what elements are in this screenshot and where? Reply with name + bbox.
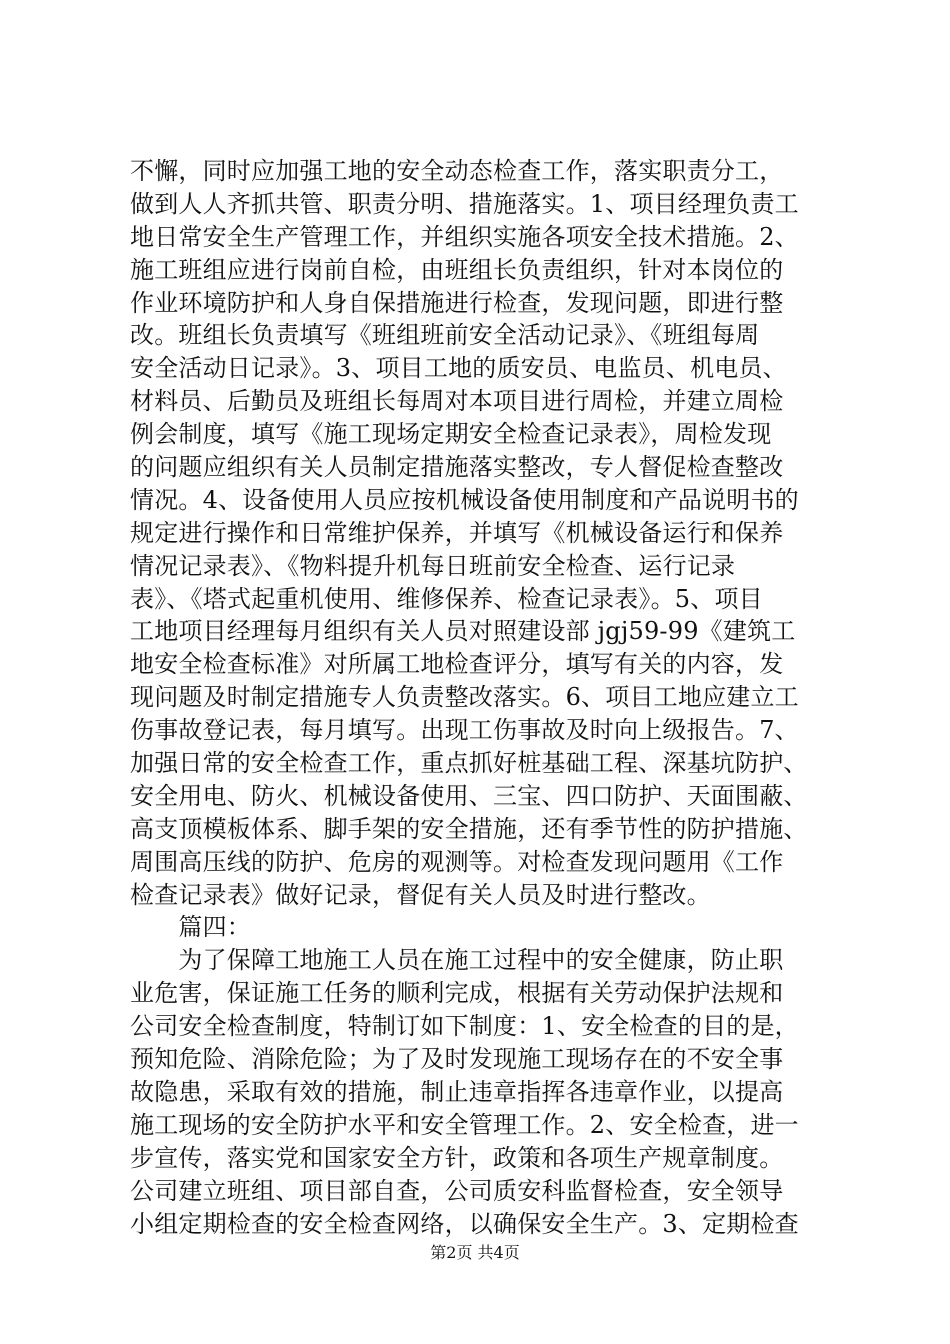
- text-line: 现问题及时制定措施专人负责整改落实。6、项目工地应建立工: [130, 683, 799, 712]
- text-line: 安全用电、防火、机械设备使用、三宝、四口防护、天面围蔽、: [130, 781, 808, 810]
- page-number-footer: 第2页 共4页: [430, 1243, 520, 1262]
- text-line: 施工班组应进行岗前自检，由班组长负责组织，针对本岗位的: [130, 255, 784, 284]
- text-line: 例会制度，填写《施工现场定期安全检查记录表》，周检发现: [130, 420, 772, 449]
- section-heading: 篇四：: [130, 913, 251, 942]
- text-line: 材料员、后勤员及班组长每周对本项目进行周检，并建立周检: [130, 387, 784, 416]
- text-line: 安全活动日记录》。3、项目工地的质安员、电监员、机电员、: [130, 354, 787, 383]
- text-line: 不懈，同时应加强工地的安全动态检查工作，落实职责分工，: [130, 157, 784, 185]
- text-line: 作业环境防护和人身自保措施进行检查，发现问题，即进行整: [130, 288, 784, 317]
- text-line: 做到人人齐抓共管、职责分明、措施落实。1、项目经理负责工: [130, 189, 799, 218]
- text-line: 施工现场的安全防护水平和安全管理工作。2、安全检查，进一: [130, 1110, 799, 1139]
- text-line: 的问题应组织有关人员制定措施落实整改，专人督促检查整改: [130, 453, 784, 482]
- text-line: 地安全检查标准》对所属工地检查评分，填写有关的内容，发: [130, 650, 784, 679]
- text-line: 表》、《塔式起重机使用、维修保养、检查记录表》。5、项目: [130, 584, 763, 613]
- text-line: 伤事故登记表，每月填写。出现工伤事故及时向上级报告。7、: [130, 716, 799, 745]
- text-line: 高支顶模板体系、脚手架的安全措施，还有季节性的防护措施、: [130, 814, 808, 843]
- text-line: 情况。4、设备使用人员应按机械设备使用制度和产品说明书的: [130, 485, 799, 514]
- text-line: 公司建立班组、项目部自查，公司质安科监督检查，安全领导: [130, 1176, 784, 1205]
- text-line: 为了保障工地施工人员在施工过程中的安全健康，防止职: [130, 946, 784, 975]
- text-line: 情况记录表》、《物料提升机每日班前安全检查、运行记录: [130, 551, 736, 580]
- document-body: [130, 155, 830, 1240]
- text-line: 工地项目经理每月组织有关人员对照建设部 jgj59-99《建筑工: [130, 617, 796, 646]
- text-line: 规定进行操作和日常维护保养，并填写《机械设备运行和保养: [130, 518, 784, 547]
- text-line: 地日常安全生产管理工作，并组织实施各项安全技术措施。2、: [130, 222, 799, 251]
- text-line: 预知危险、消除危险；为了及时发现施工现场存在的不安全事: [130, 1045, 784, 1074]
- text-line: 步宣传，落实党和国家安全方针，政策和各项生产规章制度。: [130, 1143, 784, 1172]
- text-line: 加强日常的安全检查工作，重点抓好桩基础工程、深基坑防护、: [130, 749, 808, 778]
- text-line: 改。班组长负责填写《班组班前安全活动记录》、《班组每周: [130, 321, 760, 350]
- text-line: 检查记录表》做好记录，督促有关人员及时进行整改。: [130, 880, 711, 909]
- text-line: 业危害，保证施工任务的顺利完成，根据有关劳动保护法规和: [130, 979, 784, 1008]
- text-line: 故隐患，采取有效的措施，制止违章指挥各违章作业，以提高: [130, 1077, 784, 1106]
- text-line: 小组定期检查的安全检查网络，以确保安全生产。3、定期检查: [130, 1209, 799, 1238]
- text-line: 周围高压线的防护、危房的观测等。对检查发现问题用《工作: [130, 847, 784, 876]
- text-line: 公司安全检查制度，特制订如下制度：1、安全检查的目的是，: [130, 1012, 799, 1041]
